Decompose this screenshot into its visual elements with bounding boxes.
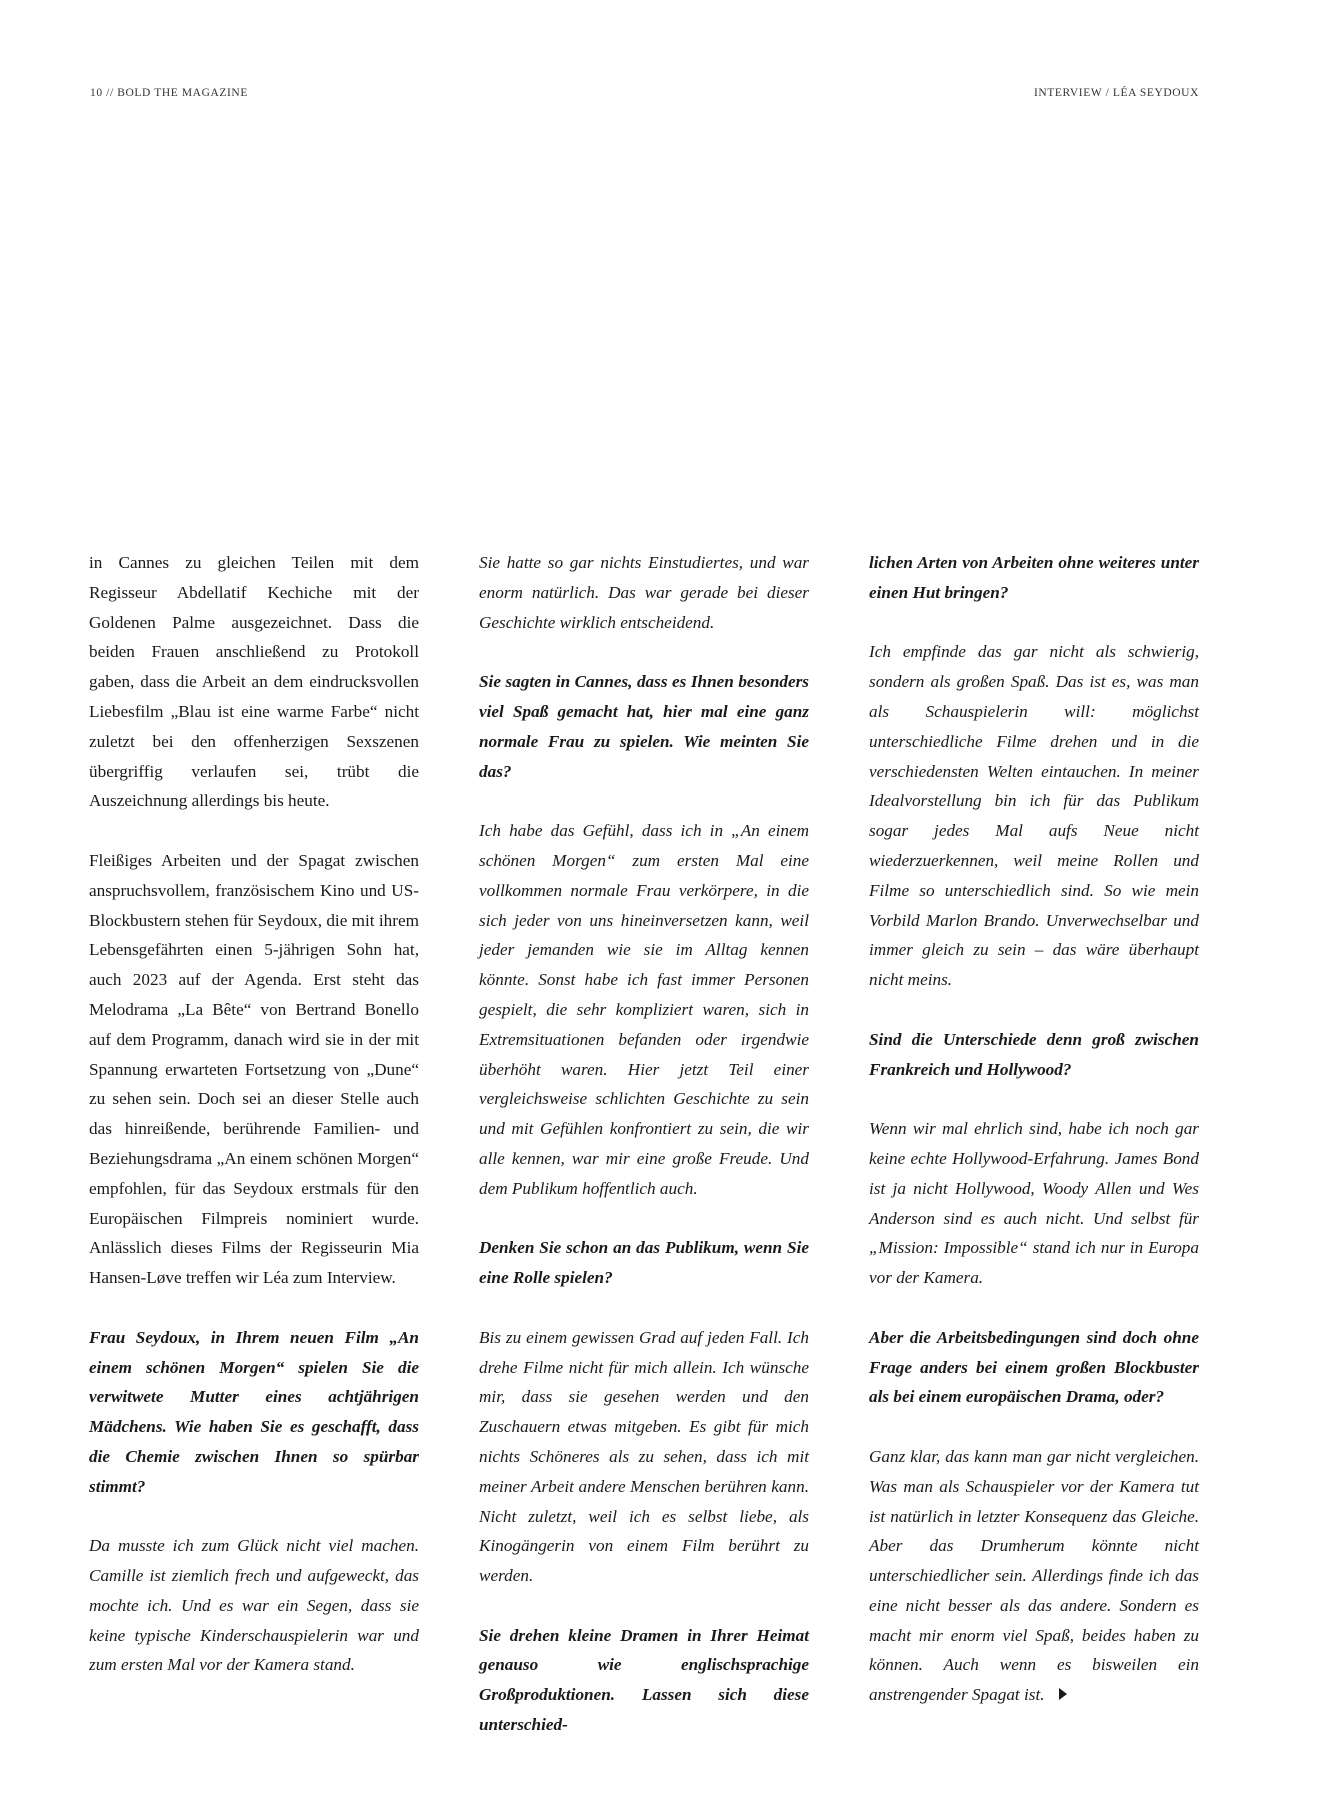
final-answer-text: Ganz klar, das kann man gar nicht vergleichen. Was man als Schauspieler vor der Kamera tut ist natürlich in letzter Konsequenz das Gleiche. Aber das Drumherum könnte nicht unterschiedlicher sein. Allerdings finde ich das eine nicht besser als das andere. Sondern es macht mir enorm viel Spaß, beides haben zu können. Auch wenn es bisweilen ein anstrengender Spagat ist.: [869, 1446, 1199, 1705]
interview-answer: Bis zu einem gewissen Grad auf jeden Fall. Ich drehe Filme nicht für mich allein. Ich wünsche mir, dass sie gesehen werden und den Zuschauern etwas mitgeben. Es gibt für mich nichts Schöneres als zu sehen, dass ich mit meiner Arbeit andere Menschen berühren kann. Nicht zuletzt, weil ich es selbst liebe, als Kinogängerin von einem Film berührt zu werden.: [479, 1327, 809, 1586]
interview-answer: Da musste ich zum Glück nicht viel machen. Camille ist ziemlich frech und aufgeweckt, das mochte ich. Und es war ein Segen, dass sie keine typische Kinderschauspielerin war und zum ersten Mal vor der Kamera stand.: [89, 1536, 419, 1675]
interview-answer: Ich empfinde das gar nicht als schwierig, sondern als großen Spaß. Das ist es, was man als Schauspielerin will: möglichst unterschiedliche Filme drehen und in die verschiedensten Welten eintauchen. In meiner Idealvorstellung bin ich für das Publikum sogar jedes Mal aufs Neue nicht wiederzuerkennen, weil meine Rollen und Filme so unterschiedlich sind. So wie mein Vorbild Marlon Brando. Unverwechselbar und immer gleich zu sein – das wäre überhaupt nicht meins.: [869, 642, 1199, 990]
column-2: [479, 548, 809, 1740]
interview-answer: Sie hatte so gar nichts Einstudiertes, und war enorm natürlich. Das war gerade bei dieser Geschichte wirklich entscheidend.: [479, 553, 809, 632]
running-head-right: INTERVIEW / LÉA SEYDOUX: [1033, 87, 1199, 99]
interview-question: Sie sagten in Cannes, dass es Ihnen besonders viel Spaß gemacht hat, hier mal eine ganz normale Frau zu spielen. Wie meinten Sie das?: [479, 672, 809, 781]
continue-arrow-icon: [1059, 1688, 1067, 1700]
body-paragraph: in Cannes zu gleichen Teilen mit dem Regisseur Abdellatif Kechiche mit der Goldenen Palme ausgezeichnet. Dass die beiden Frauen anschließend zu Protokoll gaben, dass die Arbeit an dem eindrucksvollen Liebesfilm „Blau ist eine warme Farbe“ nicht zuletzt bei den offenherzigen Sexszenen übergriffig verlaufen sei, trübt die Auszeichnung allerdings bis heute.: [89, 553, 419, 811]
column-3: [869, 548, 1199, 1740]
body-paragraph: Fleißiges Arbeiten und der Spagat zwischen anspruchsvollem, französischem Kino und US-Blockbustern stehen für Seydoux, die mit ihrem Lebensgefährten einen 5-jährigen Sohn hat, auch 2023 auf der Agenda. Erst steht das Melodrama „La Bête“ von Bertrand Bonello auf dem Programm, danach wird sie in der mit Spannung erwarteten Fortsetzung von „Dune“ zu sehen sein. Doch sei an dieser Stelle auch das hinreißende, berührende Familien- und Beziehungsdrama „An einem schönen Morgen“ empfohlen, für das Seydoux erstmals für den Europäischen Filmpreis nominiert wurde. Anlässlich dieses Films der Regisseurin Mia Hansen-Løve treffen wir Léa zum Interview.: [89, 850, 419, 1288]
column-1: [89, 548, 419, 1740]
interview-question: Denken Sie schon an das Publikum, wenn Sie eine Rolle spielen?: [479, 1238, 809, 1288]
interview-question: Sind die Unterschiede denn groß zwischen Frankreich und Hollywood?: [869, 1029, 1199, 1079]
running-head-left: 10 // BOLD THE MAGAZINE: [90, 87, 248, 99]
interview-question: Frau Seydoux, in Ihrem neuen Film „An einem schönen Morgen“ spielen Sie die verwitwete Mutter eines achtjährigen Mädchens. Wie haben Sie es geschafft, dass die Chemie zwischen Ihnen so spürbar stimmt?: [89, 1327, 419, 1496]
interview-answer-final: [869, 1442, 1199, 1710]
interview-answer: Ich habe das Gefühl, dass ich in „An einem schönen Morgen“ zum ersten Mal eine vollkommen normale Frau verkörpere, in die sich jeder von uns hineinversetzen kann, weil jeder jemanden wie sie im Alltag kennen könnte. Sonst habe ich fast immer Personen gespielt, die sehr kompliziert waren, sich in Extremsituationen befanden oder irgendwie überhöht waren. Hier jetzt Teil einer vergleichsweise schlichten Geschichte zu sein und mit Gefühlen konfrontiert zu sein, die wir alle kennen, war mir eine große Freude. Und dem Publikum hoffentlich auch.: [479, 821, 809, 1198]
interview-question: Aber die Arbeitsbedingungen sind doch ohne Frage anders bei einem großen Blockbuster als bei einem europäischen Drama, oder?: [869, 1327, 1199, 1407]
article-columns: [89, 548, 1199, 1740]
interview-answer: Wenn wir mal ehrlich sind, habe ich noch gar keine echte Hollywood-Erfahrung. James Bond ist ja nicht Hollywood, Woody Allen und Wes Anderson sind es auch nicht. Und selbst für „Mission: Impossible“ stand ich nur in Europa vor der Kamera.: [869, 1119, 1199, 1288]
interview-question: Sie drehen kleine Dramen in Ihrer Heimat genauso wie englischsprachige Großproduktionen. Lassen sich diese unterschied-: [479, 1625, 809, 1735]
interview-question: lichen Arten von Arbeiten ohne weiteres unter einen Hut bringen?: [869, 553, 1199, 602]
